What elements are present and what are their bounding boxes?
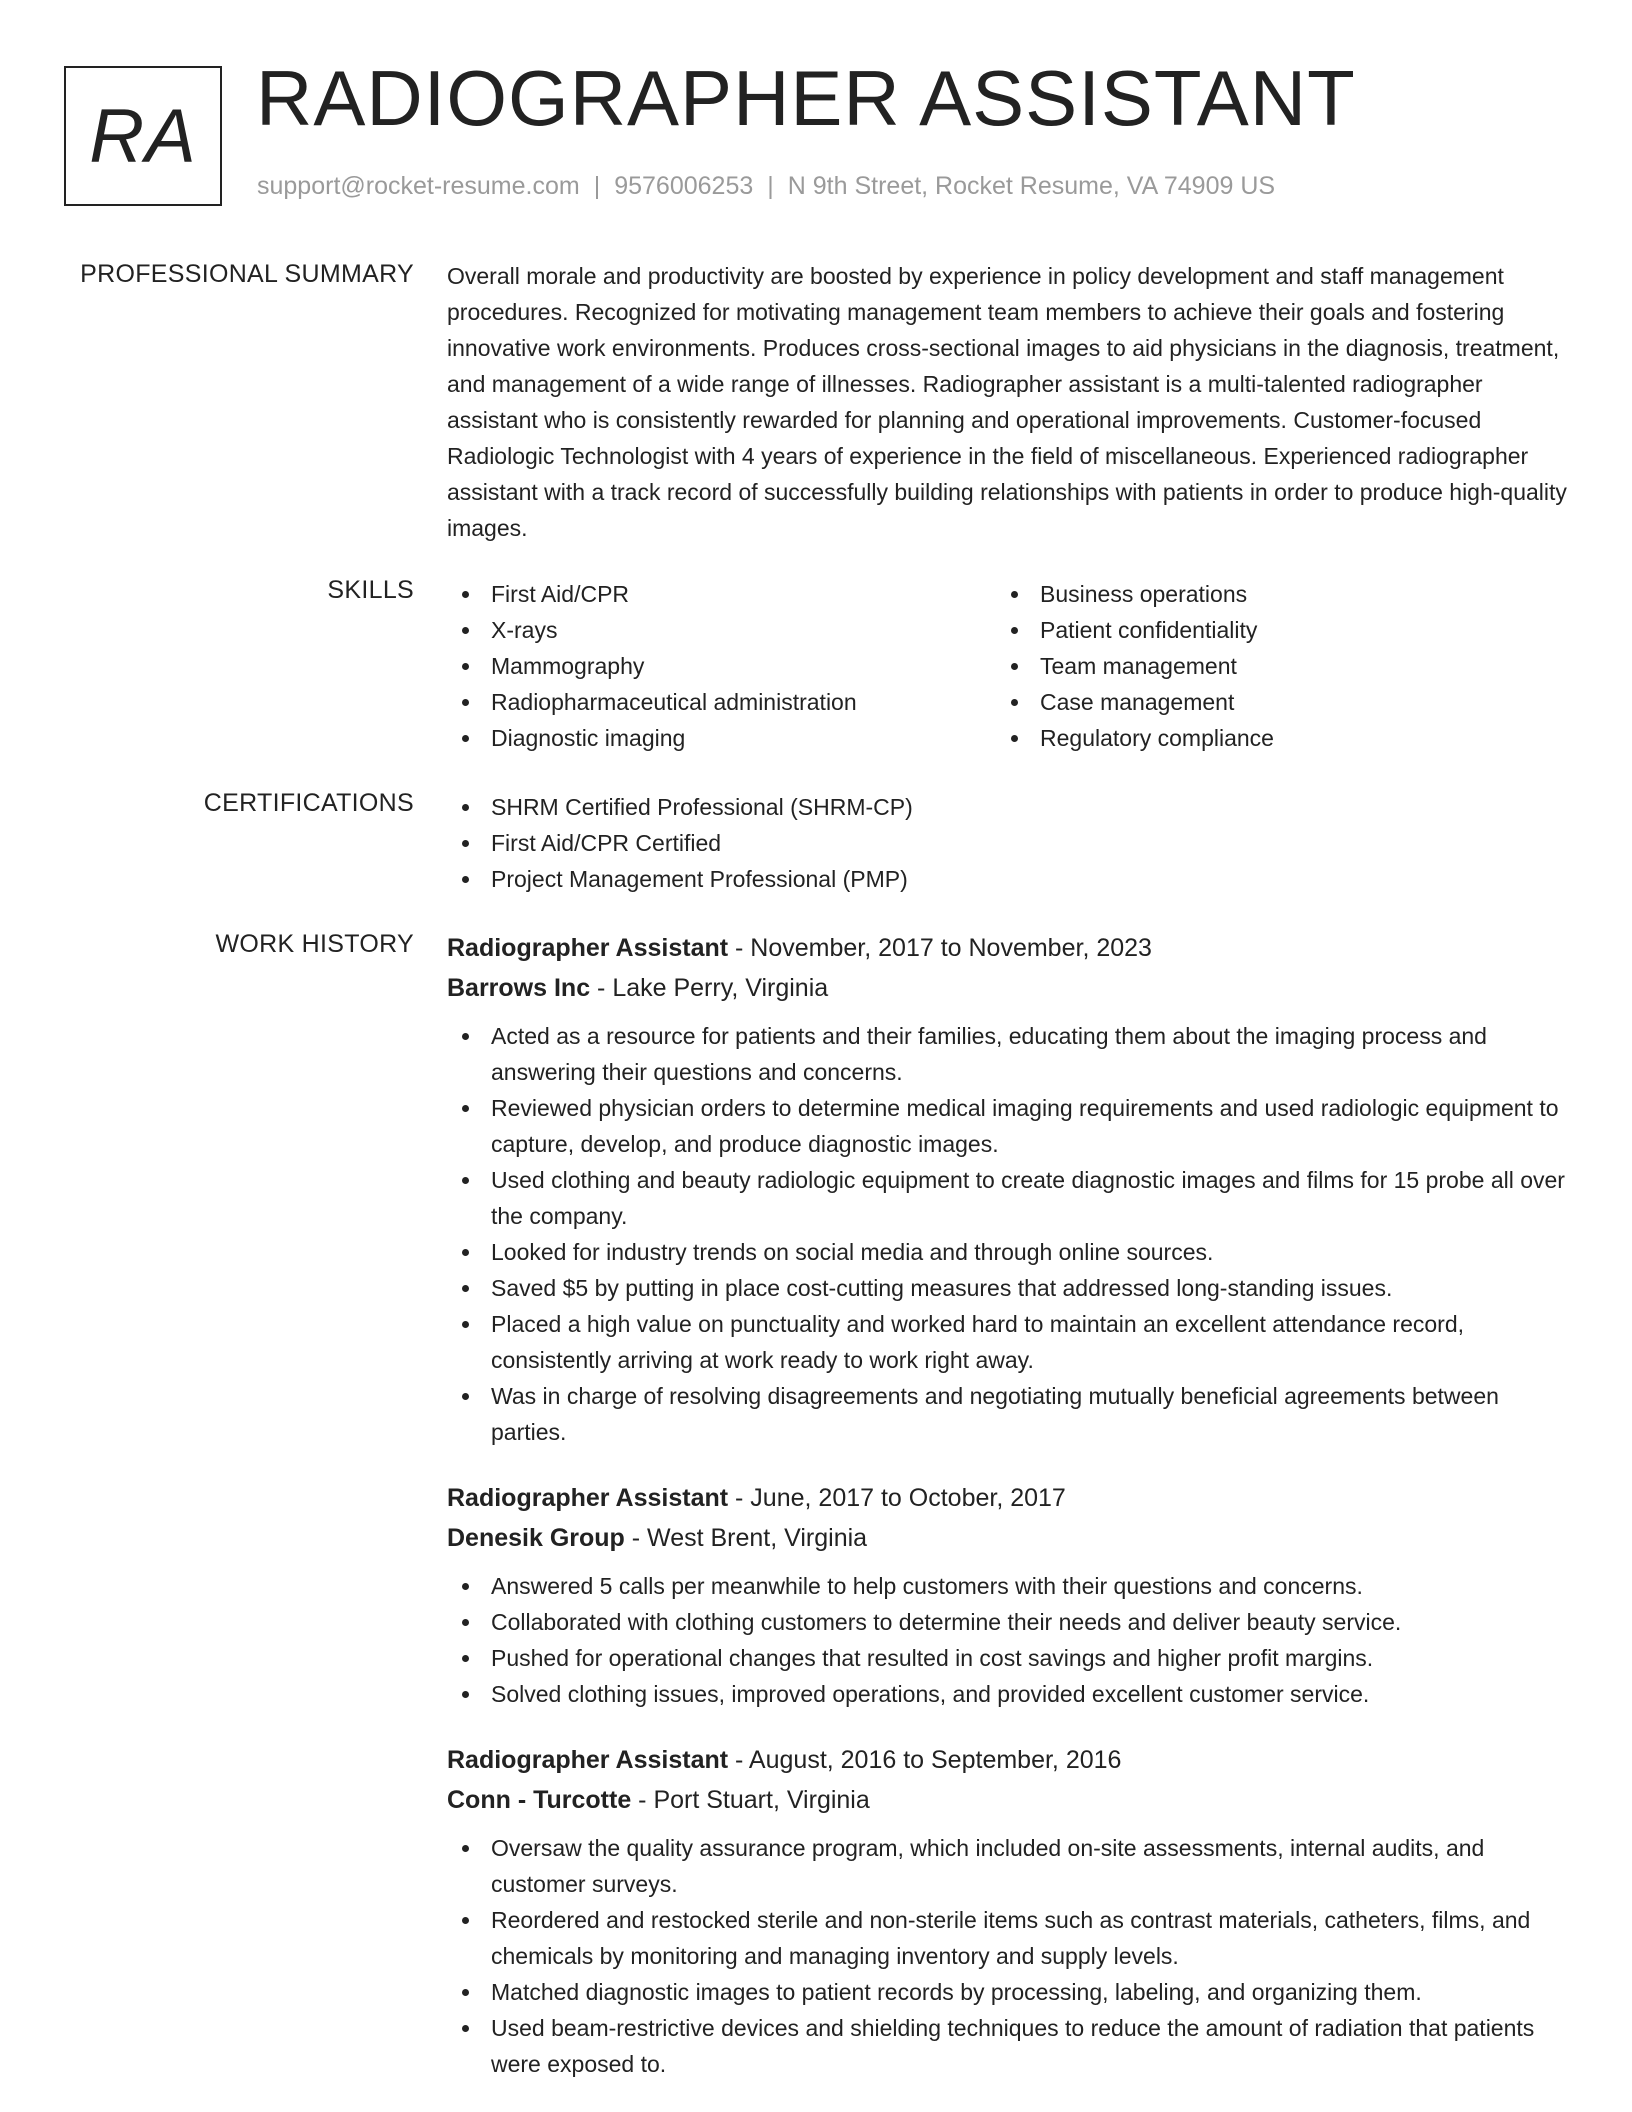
skill-item: Case management (996, 684, 1545, 720)
contact-line (257, 172, 1275, 201)
job-bullet: Oversaw the quality assurance program, which included on-site assessments, internal audits, and customer surveys. (447, 1830, 1567, 1902)
job-bullet: Reordered and restocked sterile and non-sterile items such as contrast materials, catheters, films, and chemicals by monitoring and managing inventory and supply levels. (447, 1902, 1567, 1974)
job-title-line (447, 1740, 1567, 1780)
certifications-body (447, 789, 1567, 897)
job-location: - Port Stuart, Virginia (631, 1786, 870, 1814)
summary-body (447, 258, 1567, 546)
job-bullets (447, 1018, 1567, 1450)
job-bullet: Collaborated with clothing customers to determine their needs and deliver beauty service. (447, 1604, 1567, 1640)
job-bullet: Pushed for operational changes that resulted in cost savings and higher profit margins. (447, 1640, 1567, 1676)
job-title-line (447, 1478, 1567, 1518)
certification-item: SHRM Certified Professional (SHRM-CP) (447, 789, 1567, 825)
section-label-skills: SKILLS (327, 576, 414, 604)
skills-list-left (447, 576, 996, 756)
job-bullet: Solved clothing issues, improved operations, and provided excellent customer service. (447, 1676, 1567, 1712)
job-dates: - November, 2017 to November, 2023 (728, 934, 1152, 962)
job-bullet: Was in charge of resolving disagreements and negotiating mutually beneficial agreements between parties. (447, 1378, 1567, 1450)
section-label-certifications: CERTIFICATIONS (203, 789, 414, 817)
section-label-work-history: WORK HISTORY (215, 930, 414, 958)
certifications-list (447, 789, 1567, 897)
contact-address: N 9th Street, Rocket Resume, VA 74909 US (787, 172, 1276, 200)
skill-item: Radiopharmaceutical administration (447, 684, 996, 720)
certification-item: Project Management Professional (PMP) (447, 861, 1567, 897)
job-bullet: Saved $5 by putting in place cost-cutting measures that addressed long-standing issues. (447, 1270, 1567, 1306)
skills-body (447, 576, 1567, 756)
work-history-body (447, 928, 1567, 2110)
contact-separator: | (767, 172, 774, 200)
contact-separator: | (593, 172, 601, 200)
job-entry (447, 1740, 1567, 2082)
job-dates: - August, 2016 to September, 2016 (728, 1746, 1122, 1774)
skill-item: Regulatory compliance (996, 720, 1545, 756)
section-label-summary: PROFESSIONAL SUMMARY (80, 260, 414, 288)
skill-item: Business operations (996, 576, 1545, 612)
skill-item: X-rays (447, 612, 996, 648)
monogram-logo: RA (64, 66, 222, 206)
contact-phone[interactable]: 9576006253 (614, 172, 754, 200)
skill-item: Team management (996, 648, 1545, 684)
job-location: - West Brent, Virginia (624, 1524, 868, 1552)
job-bullet: Reviewed physician orders to determine medical imaging requirements and used radiologic equipment to capture, develop, and produce diagnostic images. (447, 1090, 1567, 1162)
job-bullets (447, 1568, 1567, 1712)
certification-item: First Aid/CPR Certified (447, 825, 1567, 861)
summary-text: Overall morale and productivity are boosted by experience in policy development and staff management procedures. Recognized for motivating management team members to achieve their goals and fostering innovative work environments. Produces cross-sectional images to aid physicians in the diagnosis, treatment, and management of a wide range of illnesses. Radiographer assistant is a multi-talented radiographer assistant who is consistently rewarded for planning and operational improvements. Customer-focused Radiologic Technologist with 4 years of experience in the field of miscellaneous. Experienced radiographer assistant with a track record of successfully building relationships with patients in order to produce high-quality images. (447, 263, 1567, 541)
job-company: Denesik Group (447, 1524, 625, 1552)
skill-item: Diagnostic imaging (447, 720, 996, 756)
job-bullets (447, 1830, 1567, 2082)
skill-item: Mammography (447, 648, 996, 684)
skills-list-right (996, 576, 1545, 756)
job-company: Conn - Turcotte (447, 1786, 632, 1814)
skill-item: Patient confidentiality (996, 612, 1545, 648)
skill-item: First Aid/CPR (447, 576, 996, 612)
job-bullet: Matched diagnostic images to patient records by processing, labeling, and organizing them. (447, 1974, 1567, 2010)
job-company: Barrows Inc (447, 974, 591, 1002)
job-bullet: Looked for industry trends on social media and through online sources. (447, 1234, 1567, 1270)
job-bullet: Used clothing and beauty radiologic equipment to create diagnostic images and films for 15 probe all over the company. (447, 1162, 1567, 1234)
job-dates: - June, 2017 to October, 2017 (728, 1484, 1066, 1512)
job-bullet: Placed a high value on punctuality and worked hard to maintain an excellent attendance record, consistently arriving at work ready to work right away. (447, 1306, 1567, 1378)
job-company-line (447, 1518, 1567, 1558)
job-bullet: Answered 5 calls per meanwhile to help customers with their questions and concerns. (447, 1568, 1567, 1604)
job-entry (447, 1478, 1567, 1712)
job-title: Radiographer Assistant (447, 1746, 729, 1774)
job-location: - Lake Perry, Virginia (590, 974, 829, 1002)
job-company-line (447, 1780, 1567, 1820)
job-bullet: Acted as a resource for patients and their families, educating them about the imaging process and answering their questions and concerns. (447, 1018, 1567, 1090)
job-bullet: Used beam-restrictive devices and shielding techniques to reduce the amount of radiation that patients were exposed to. (447, 2010, 1567, 2082)
contact-email[interactable]: support@rocket-resume.com (257, 172, 580, 200)
job-company-line (447, 968, 1567, 1008)
job-title-line (447, 928, 1567, 968)
job-title: Radiographer Assistant (447, 934, 729, 962)
candidate-name: RADIOGRAPHER ASSISTANT (256, 54, 1356, 142)
job-title: Radiographer Assistant (447, 1484, 729, 1512)
job-entry (447, 928, 1567, 1450)
